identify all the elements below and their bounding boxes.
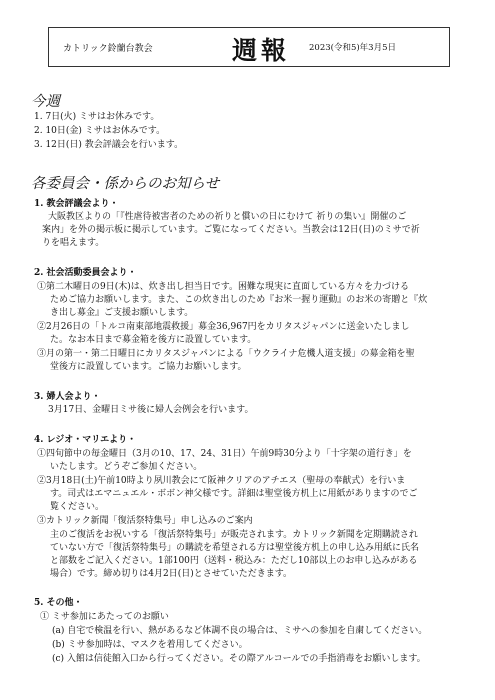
committee-heading: 5. その他・ [34, 598, 83, 608]
notice-line: ていない方で「復活祭特集号」の購読を希望される方は聖堂後方机上の申し込み用紙に氏名 [50, 543, 420, 553]
notice-line: いたします。どうぞご参加ください。 [50, 462, 203, 472]
notice-line: と部数をご記入ください。1部100円（送料・税込み：ただし10部以上のお申し込みがある [50, 556, 418, 566]
notice-line: ②2月26日の「トルコ南東部地震救援」募金36,967円をカリタスジャパンに送金いたしまし [37, 322, 410, 332]
notice-line: ③月の第一・第二日曜日にカリタスジャパンによる「ウクライナ危機人道支援」の募金箱を聖 [37, 349, 415, 359]
notice-line: りを唱えます。 [42, 238, 105, 248]
notice-line: 主のご復活をお祝いする「復活祭特集号」が販売されます。カトリック新聞を定期購読され [50, 530, 418, 540]
this-week-title: 今週 [31, 94, 60, 110]
notice-line: ②3月18日(土)午前10時より夙川教会にて阪神クリアのアチエス（聖母の奉献式）を行いま [37, 476, 406, 486]
notice-line: ためご協力お願いします。また、この炊き出しのため『お米一握り運動』のお米の寄贈と『炊 [50, 295, 428, 305]
this-week-item: 1. 7日(火) ミサはお休みです。 [34, 112, 160, 122]
notice-line: 3月17日、金曜日ミサ後に婦人会例会を行います。 [48, 405, 254, 415]
church-name: カトリック鈴蘭台教会 [63, 44, 153, 54]
this-week-item: 2. 10日(金) ミサはお休みです。 [34, 126, 166, 136]
notice-line: ① ミサ参加にあたってのお願い [40, 612, 169, 622]
committee-heading: 1. 教会評議会より・ [34, 199, 119, 209]
notice-line: (b) ミサ参加時は、マスクを着用してください。 [52, 640, 248, 650]
committee-heading: 4. レジオ・マリエより・ [34, 435, 137, 445]
committee-heading: 3. 婦人会より・ [34, 392, 101, 402]
notice-line: 覧ください。 [50, 502, 105, 512]
bulletin-date: 2023(令和5)年3月5日 [309, 43, 396, 53]
bulletin-header [48, 27, 450, 67]
notice-line: 案内」を外の掲示板に掲示しています。ご覧になってください。当教会は12日(日)のミサで祈 [42, 225, 420, 235]
bulletin-title: 週報 [232, 36, 291, 65]
notice-line: た。なお本日まで募金箱を後方に設置しています。 [50, 335, 257, 345]
notice-line: す。司式はエマニュエル・ボボン神父様です。詳細は聖堂後方机上に用紙がありますのでご [50, 489, 418, 499]
this-week-item: 3. 12日(日) 教会評議会を行います。 [34, 140, 184, 150]
notice-line: (a) 自宅で検温を行い、熱があるなど体調不良の場合は、ミサへの参加を自粛してください。 [52, 626, 428, 636]
notice-line: き出し募金』ご支援お願いします。 [50, 308, 194, 318]
news-title: 各委員会・係からのお知らせ [31, 176, 220, 192]
notice-line: ①第二木曜日の9日(木)は、炊き出し担当日です。困難な現実に直面している方々を力づける [37, 282, 410, 292]
notice-line: 大阪教区よりの「『性虐待被害者のための祈りと償いの日にむけて 祈りの集い』開催のご [48, 212, 407, 222]
notice-line: (c) 入館は信徒館入口から行ってください。その際アルコールでの手指消毒をお願いします。 [52, 654, 426, 664]
notice-line: ①四旬節中の毎金曜日（3月の10、17、24、31日）午前9時30分より「十字架の道行き」を [37, 449, 412, 459]
committee-heading: 2. 社会活動委員会より・ [34, 268, 137, 278]
notice-line: ③カトリック新聞「復活祭特集号」申し込みのご案内 [37, 516, 253, 526]
notice-line: 堂後方に設置しています。ご協力お願いします。 [50, 362, 247, 372]
notice-line: 場合）です。締め切りは4月2日(日)とさせていただきます。 [50, 569, 293, 579]
